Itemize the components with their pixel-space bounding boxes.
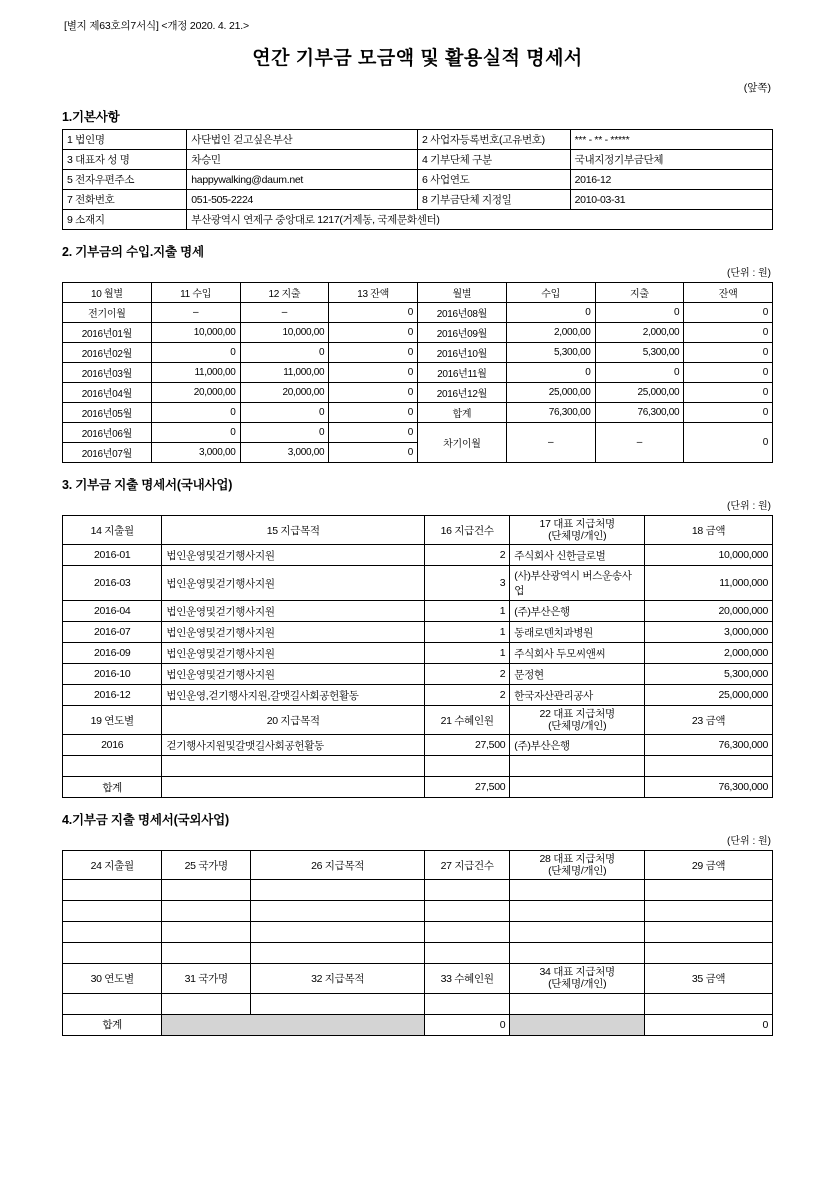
table-row: [63, 735, 773, 756]
side-note: (앞쪽): [743, 82, 771, 94]
cell-count: 2: [425, 545, 510, 566]
table-row-empty: [63, 901, 773, 922]
cell-month-total: 합계: [418, 403, 507, 423]
cell-expense-month: 2016-09: [63, 643, 162, 664]
cell-month: 2016년06월: [63, 423, 152, 443]
cell-balance: 0: [684, 323, 773, 343]
section4-title: 4.기부금 지출 명세서(국외사업): [62, 813, 229, 828]
cell-total-blank-overseas: [162, 1014, 425, 1035]
cell-month: 2016년01월: [63, 323, 152, 343]
col-header-expense-right: 지출: [595, 283, 684, 303]
cell-amount-year: 76,300,000: [645, 735, 773, 756]
table-row-empty: [63, 993, 773, 1014]
cell-amount: 2,000,000: [645, 643, 773, 664]
cell-total-beneficiaries: 27,500: [425, 777, 510, 798]
field-label-designation-date: 8 기부금단체 지정일: [418, 190, 571, 210]
cell-beneficiaries: 27,500: [425, 735, 510, 756]
table-total-row: [63, 777, 773, 798]
field-value-rep-name: 차승민: [187, 150, 418, 170]
col-header-payee-overseas: [510, 851, 645, 880]
cell-payee: 주식회사 두모씨앤씨: [510, 643, 645, 664]
cell-total-label-overseas: 합계: [63, 1014, 162, 1035]
col-header-income-right: 수입: [506, 283, 595, 303]
cell-amount: 3,000,000: [645, 622, 773, 643]
field-value-email: happywalking@daum.net: [187, 170, 418, 190]
table-row: [63, 545, 773, 566]
col-header-expense-month: 14 지출월: [63, 516, 162, 545]
field-label-donation-type: 4 기부단체 구분: [418, 150, 571, 170]
cell-empty: [251, 901, 425, 922]
cell-year: 2016: [63, 735, 162, 756]
field-label-phone: 7 전화번호: [63, 190, 187, 210]
cell-empty: [63, 993, 162, 1014]
field-value-business-no: *** - ** - *****: [570, 130, 772, 150]
col-header-amount-overseas: 29 금액: [645, 851, 773, 880]
cell-empty: [645, 922, 773, 943]
table-header-row: [63, 516, 773, 545]
cell-income: 0: [506, 303, 595, 323]
cell-purpose: 법인운영및걷기행사지원: [162, 601, 425, 622]
cell-balance-carryforward: 0: [684, 423, 773, 463]
cell-amount: 11,000,000: [645, 566, 773, 601]
cell-income: 2,000,00: [506, 323, 595, 343]
cell-income-total: 76,300,00: [506, 403, 595, 423]
cell-empty: [63, 922, 162, 943]
cell-income: 3,000,00: [151, 443, 240, 463]
cell-income: 0: [506, 363, 595, 383]
cell-amount: 5,300,000: [645, 664, 773, 685]
cell-empty: [63, 901, 162, 922]
cell-empty: [425, 880, 510, 901]
cell-empty: [645, 880, 773, 901]
cell-empty: [425, 943, 510, 964]
cell-balance: 0: [684, 303, 773, 323]
cell-expense: 2,000,00: [595, 323, 684, 343]
cell-expense: –: [240, 303, 329, 323]
cell-expense: 10,000,00: [240, 323, 329, 343]
cell-count: 1: [425, 601, 510, 622]
cell-expense-month: 2016-01: [63, 545, 162, 566]
section4-unit-note: (단위 : 원): [727, 836, 771, 848]
table-row: [63, 383, 773, 403]
col-header-beneficiaries-overseas: 33 수혜인원: [425, 964, 510, 993]
basic-info-table: [62, 129, 773, 230]
cell-balance: 0: [329, 403, 418, 423]
cell-purpose: 법인운영,걷기행사지원,갈맷길사회공헌활동: [162, 685, 425, 706]
col-header-amount-year: 23 금액: [645, 706, 773, 735]
table-row: [63, 685, 773, 706]
table-row: [63, 170, 773, 190]
cell-income: 10,000,00: [151, 323, 240, 343]
table-row: [63, 343, 773, 363]
cell-total-purpose: [162, 777, 425, 798]
cell-empty: [251, 943, 425, 964]
field-label-rep-name: 3 대표자 성 명: [63, 150, 187, 170]
col-header-country-year: 31 국가명: [162, 964, 251, 993]
table-row: [63, 303, 773, 323]
cell-month: 2016년02월: [63, 343, 152, 363]
cell-payee: 한국자산관리공사: [510, 685, 645, 706]
cell-balance: 0: [684, 383, 773, 403]
col-header-purpose-overseas: 26 지급목적: [251, 851, 425, 880]
cell-income-carryforward: –: [506, 423, 595, 463]
col-header-expense-month-overseas: 24 지출월: [63, 851, 162, 880]
table-row: [63, 363, 773, 383]
cell-income: 0: [151, 343, 240, 363]
cell-month: 2016년10월: [418, 343, 507, 363]
cell-total-beneficiaries-overseas: 0: [425, 1014, 510, 1035]
col-header-expense-left: 12 지출: [240, 283, 329, 303]
col-header-month-right: 월별: [418, 283, 507, 303]
field-value-address: 부산광역시 연제구 중앙대로 1217(거제동, 국제문화센터): [187, 210, 773, 230]
cell-empty: [425, 922, 510, 943]
overseas-expense-table: [62, 850, 773, 1035]
cell-expense: 0: [240, 423, 329, 443]
cell-empty: [162, 880, 251, 901]
col-header-income-left: 11 수입: [151, 283, 240, 303]
table-row: [63, 323, 773, 343]
col-header-month-left: 10 월별: [63, 283, 152, 303]
table-row: [63, 210, 773, 230]
cell-balance: 0: [329, 303, 418, 323]
cell-month: 2016년05월: [63, 403, 152, 423]
field-value-designation-date: 2010-03-31: [570, 190, 772, 210]
col-header-balance-left: 13 잔액: [329, 283, 418, 303]
field-value-donation-type: 국내지정기부금단체: [570, 150, 772, 170]
col-header-payee-year-overseas: [510, 964, 645, 993]
cell-empty: [251, 922, 425, 943]
cell-empty: [510, 901, 645, 922]
cell-count: 2: [425, 664, 510, 685]
cell-expense: 3,000,00: [240, 443, 329, 463]
cell-empty: [251, 880, 425, 901]
cell-total-label: 합계: [63, 777, 162, 798]
col-header-beneficiaries: 21 수혜인원: [425, 706, 510, 735]
cell-empty: [251, 993, 425, 1014]
cell-empty: [510, 880, 645, 901]
cell-amount: 20,000,000: [645, 601, 773, 622]
cell-total-payee-overseas: [510, 1014, 645, 1035]
cell-amount: 25,000,000: [645, 685, 773, 706]
cell-empty: [510, 943, 645, 964]
table-row: [63, 566, 773, 601]
cell-expense: 5,300,00: [595, 343, 684, 363]
cell-balance: 0: [329, 323, 418, 343]
cell-income: 11,000,00: [151, 363, 240, 383]
col-header-country: 25 국가명: [162, 851, 251, 880]
cell-total-payee: [510, 777, 645, 798]
cell-expense: 0: [240, 343, 329, 363]
field-label-email: 5 전자우편주소: [63, 170, 187, 190]
cell-empty: [645, 901, 773, 922]
cell-expense: 0: [595, 363, 684, 383]
cell-expense-carryforward: –: [595, 423, 684, 463]
cell-month: 2016년11월: [418, 363, 507, 383]
field-value-fiscal-year: 2016-12: [570, 170, 772, 190]
cell-payee: (사)부산광역시 버스운송사업: [510, 566, 645, 601]
table-row: [63, 601, 773, 622]
cell-empty: [63, 943, 162, 964]
table-row: [63, 423, 773, 443]
income-expense-table: [62, 282, 773, 463]
cell-empty: [510, 993, 645, 1014]
cell-expense: 11,000,00: [240, 363, 329, 383]
table-row: [63, 403, 773, 423]
section2-title: 2. 기부금의 수입.지출 명세: [62, 245, 204, 259]
field-value-corp-name: 사단법인 걷고싶은부산: [187, 130, 418, 150]
cell-empty: [63, 880, 162, 901]
table-total-row: [63, 1014, 773, 1035]
cell-amount: 10,000,000: [645, 545, 773, 566]
cell-expense: 25,000,00: [595, 383, 684, 403]
cell-empty: [63, 756, 162, 777]
cell-expense: 20,000,00: [240, 383, 329, 403]
page-title: 연간 기부금 모금액 및 활용실적 명세서: [252, 48, 583, 69]
cell-balance: 0: [329, 383, 418, 403]
cell-month: 전기이월: [63, 303, 152, 323]
cell-balance: 0: [684, 363, 773, 383]
col-header-payee-overseas-line2: (단체명/개인): [548, 865, 607, 878]
cell-month: 2016년12월: [418, 383, 507, 403]
cell-empty: [645, 943, 773, 964]
cell-income: –: [151, 303, 240, 323]
table-row: [63, 130, 773, 150]
cell-empty: [645, 756, 773, 777]
col-header-year: 19 연도별: [63, 706, 162, 735]
cell-payee: 동래로덴치과병원: [510, 622, 645, 643]
cell-month: 2016년09월: [418, 323, 507, 343]
cell-empty: [425, 901, 510, 922]
cell-empty: [162, 943, 251, 964]
cell-expense-month: 2016-10: [63, 664, 162, 685]
cell-expense-month: 2016-03: [63, 566, 162, 601]
cell-empty: [425, 756, 510, 777]
cell-month: 2016년07월: [63, 443, 152, 463]
section2-unit-note: (단위 : 원): [727, 268, 771, 279]
cell-balance: 0: [684, 343, 773, 363]
cell-total-amount: 76,300,000: [645, 777, 773, 798]
cell-empty: [425, 993, 510, 1014]
cell-balance-total: 0: [684, 403, 773, 423]
section1-title: 1.기본사항: [62, 110, 120, 124]
cell-expense: 0: [240, 403, 329, 423]
cell-empty: [510, 922, 645, 943]
col-header-count-overseas: 27 지급건수: [425, 851, 510, 880]
table-row-empty: [63, 922, 773, 943]
col-header-payee-line2: (단체명/개인): [548, 530, 607, 543]
cell-expense-month: 2016-04: [63, 601, 162, 622]
table-row: [63, 150, 773, 170]
cell-purpose: 법인운영및걷기행사지원: [162, 643, 425, 664]
field-value-phone: 051-505-2224: [187, 190, 418, 210]
cell-empty: [162, 901, 251, 922]
field-label-fiscal-year: 6 사업연도: [418, 170, 571, 190]
cell-purpose-year: 걷기행사지원및갈맷길사회공헌활동: [162, 735, 425, 756]
col-header-purpose: 15 지급목적: [162, 516, 425, 545]
field-label-address: 9 소재지: [63, 210, 187, 230]
col-header-payee-year-line1: 22 대표 지급처명: [539, 708, 615, 721]
cell-purpose: 법인운영및걷기행사지원: [162, 566, 425, 601]
table-header-row: [63, 283, 773, 303]
table-row: [63, 190, 773, 210]
col-header-balance-right: 잔액: [684, 283, 773, 303]
table-subheader-row: [63, 706, 773, 735]
table-row: [63, 664, 773, 685]
cell-purpose: 법인운영및걷기행사지원: [162, 545, 425, 566]
col-header-purpose-year: 20 지급목적: [162, 706, 425, 735]
cell-empty: [162, 993, 251, 1014]
cell-count: 3: [425, 566, 510, 601]
cell-expense: 0: [595, 303, 684, 323]
cell-purpose: 법인운영및걷기행사지원: [162, 664, 425, 685]
table-row-empty: [63, 880, 773, 901]
cell-payee-year: (주)부산은행: [510, 735, 645, 756]
table-row-empty: [63, 756, 773, 777]
form-code: [별지 제63호의7서식] <개정 2020. 4. 21.>: [64, 20, 249, 32]
cell-income: 5,300,00: [506, 343, 595, 363]
cell-empty: [645, 993, 773, 1014]
cell-payee: (주)부산은행: [510, 601, 645, 622]
cell-income: 25,000,00: [506, 383, 595, 403]
domestic-expense-table: [62, 515, 773, 798]
field-label-corp-name: 1 법인명: [63, 130, 187, 150]
cell-empty: [162, 756, 425, 777]
cell-total-amount-overseas: 0: [645, 1014, 773, 1035]
section3-unit-note: (단위 : 원): [727, 501, 771, 512]
col-header-payee-line1: 17 대표 지급처명: [539, 518, 615, 530]
table-row: [63, 643, 773, 664]
cell-balance: 0: [329, 363, 418, 383]
col-header-year-overseas: 30 연도별: [63, 964, 162, 993]
cell-expense-total: 76,300,00: [595, 403, 684, 423]
cell-month: 2016년08월: [418, 303, 507, 323]
col-header-payee-overseas-line1: 28 대표 지급처명: [539, 853, 615, 866]
table-header-row: [63, 851, 773, 880]
cell-payee: 주식회사 신한글로벌: [510, 545, 645, 566]
cell-payee: 문정현: [510, 664, 645, 685]
cell-count: 1: [425, 622, 510, 643]
cell-month: 2016년03월: [63, 363, 152, 383]
col-header-amount: 18 금액: [645, 516, 773, 545]
cell-balance: 0: [329, 423, 418, 443]
cell-count: 2: [425, 685, 510, 706]
table-row-empty: [63, 943, 773, 964]
table-row: [63, 622, 773, 643]
cell-balance: 0: [329, 443, 418, 463]
cell-income: 0: [151, 403, 240, 423]
col-header-payee-year-overseas-line2: (단체명/개인): [548, 978, 607, 991]
field-label-business-no: 2 사업자등록번호(고유번호): [418, 130, 571, 150]
cell-empty: [510, 756, 645, 777]
cell-income: 0: [151, 423, 240, 443]
col-header-payee: [510, 516, 645, 545]
cell-month-carryforward: 차기이월: [418, 423, 507, 463]
cell-income: 20,000,00: [151, 383, 240, 403]
cell-balance: 0: [329, 343, 418, 363]
col-header-amount-year-overseas: 35 금액: [645, 964, 773, 993]
cell-month: 2016년04월: [63, 383, 152, 403]
section3-title: 3. 기부금 지출 명세서(국내사업): [62, 478, 233, 492]
cell-count: 1: [425, 643, 510, 664]
table-subheader-row: [63, 964, 773, 993]
col-header-purpose-year-overseas: 32 지급목적: [251, 964, 425, 993]
cell-empty: [162, 922, 251, 943]
col-header-payee-year-overseas-line1: 34 대표 지급처명: [539, 966, 615, 979]
cell-expense-month: 2016-07: [63, 622, 162, 643]
col-header-payee-year: [510, 706, 645, 735]
col-header-count: 16 지급건수: [425, 516, 510, 545]
cell-purpose: 법인운영및걷기행사지원: [162, 622, 425, 643]
col-header-payee-year-line2: (단체명/개인): [548, 720, 607, 733]
cell-expense-month: 2016-12: [63, 685, 162, 706]
